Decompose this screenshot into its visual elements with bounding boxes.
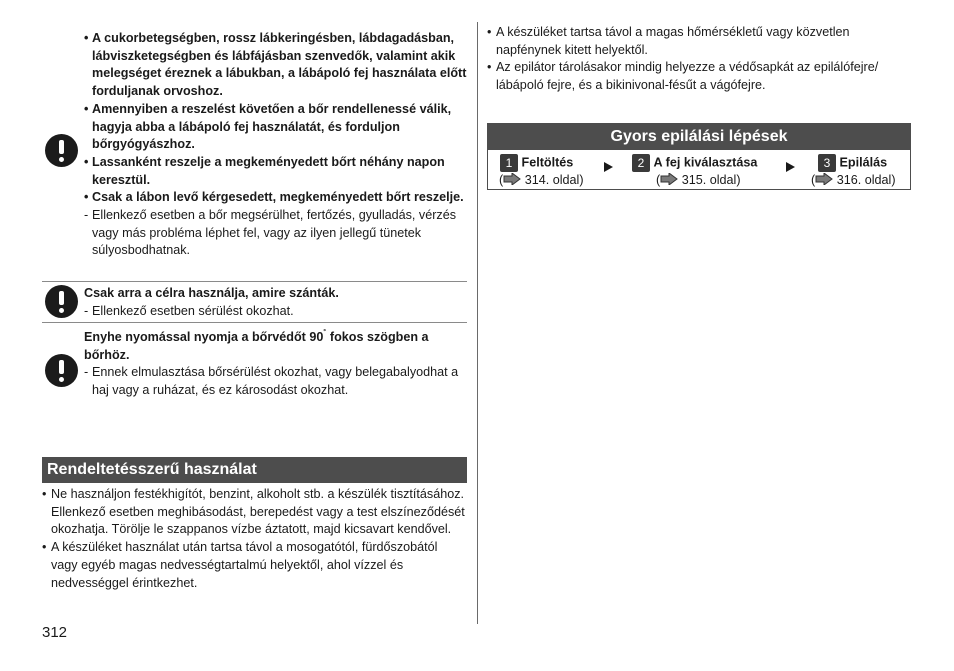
step-3 xyxy=(811,154,914,189)
warning-consequence: - Ellenkező esetben sérülést okozhat. xyxy=(84,303,468,321)
warning-heading: Enyhe nyomással nyomja a bőrvédőt 90˚ fokos szögben a bőrhöz. xyxy=(84,327,429,362)
warning-item: • A cukorbetegségben, rossz lábkeringésben, lábdagadásban, lábviszketegségben és lábfájásban szenvedők, valamint akik melegséget éreznek a lábukban, a lábápoló fej használata előtt forduljanak orvoshoz. xyxy=(84,30,468,101)
quick-steps-title: Gyors epilálási lépések xyxy=(488,124,910,150)
step-2 xyxy=(632,154,782,189)
step-page-reference: ( 316. oldal) xyxy=(811,173,896,187)
warning-block-2 xyxy=(84,285,468,320)
warning-item: • Csak a lábon levő kérgesedett, megkeményedett bőrt reszelje. xyxy=(84,189,468,207)
section-body xyxy=(42,486,467,592)
page-reference-arrow-icon xyxy=(660,173,678,185)
separator-line xyxy=(42,322,467,323)
step-1 xyxy=(500,154,600,189)
separator-line xyxy=(42,281,467,282)
next-step-arrow-icon xyxy=(786,162,795,172)
section-header xyxy=(42,457,467,483)
step-number-badge: 2 xyxy=(632,154,650,172)
warning-item: • Amennyiben a reszelést követően a bőr rendellenessé válik, hagyja abba a lábápoló fej használatát, és forduljon bőrgyógyászhoz. xyxy=(84,101,468,154)
step-label: Epilálás xyxy=(839,155,888,170)
page-reference-arrow-icon xyxy=(815,173,833,185)
column-divider xyxy=(477,22,478,624)
quick-steps-box xyxy=(487,123,911,190)
page-reference-arrow-icon xyxy=(503,173,521,185)
next-step-arrow-icon xyxy=(604,162,613,172)
warning-block-1 xyxy=(84,30,468,260)
right-column-list xyxy=(487,24,907,95)
step-number-badge: 3 xyxy=(818,154,836,172)
warning-item: • Lassanként reszelje a megkeményedett bőrt néhány napon keresztül. xyxy=(84,154,468,189)
step-number-badge: 1 xyxy=(500,154,518,172)
warning-heading: Csak arra a célra használja, amire szánták. xyxy=(84,286,339,300)
warning-consequence: - Ennek elmulasztása bőrsérülést okozhat, vagy belegabalyodhat a haj vagy a ruházat, és ez károsodást okozhat. xyxy=(84,364,468,399)
warning-consequence: - Ellenkező esetben a bőr megsérülhet, fertőzés, gyulladás, vérzés vagy más probléma léphet fel, vagy az ilyen jellegű tünetek súlyosbodhatnak. xyxy=(84,207,468,260)
warning-exclamation-icon xyxy=(45,285,78,318)
list-item: • Az epilátor tárolásakor mindig helyezze a védősapkát az epilálófejre/ lábápoló fejre, és a bikinivonal-fésűt a vágófejre. xyxy=(487,59,907,94)
section-title: Rendeltetésszerű használat xyxy=(47,461,257,478)
step-page-reference: ( 314. oldal) xyxy=(499,173,584,187)
warning-exclamation-icon xyxy=(45,134,78,167)
page-number: 312 xyxy=(42,624,68,641)
step-label: A fej kiválasztása xyxy=(653,155,758,170)
warning-block-3 xyxy=(84,329,468,400)
warning-exclamation-icon xyxy=(45,354,78,387)
step-page-reference: ( 315. oldal) xyxy=(656,173,741,187)
list-item: • Ne használjon festékhigítót, benzint, alkoholt stb. a készülék tisztításához. Ellenkező esetben meghibásodást, berepedést vagy a test elszíneződését okozhatja. Törölje le szappanos vízbe áztatott, majd kicsavart kendővel. xyxy=(42,486,467,539)
list-item: • A készüléket tartsa távol a magas hőmérsékletű vagy közvetlen napfénynek kitett helyektől. xyxy=(487,24,907,59)
step-label: Feltöltés xyxy=(521,155,574,170)
list-item: • A készüléket használat után tartsa távol a mosogatótól, fürdőszobától vagy egyéb magas nedvességtartalmú helyektől, ahol vízzel és nedvességgel érintkezhet. xyxy=(42,539,467,592)
